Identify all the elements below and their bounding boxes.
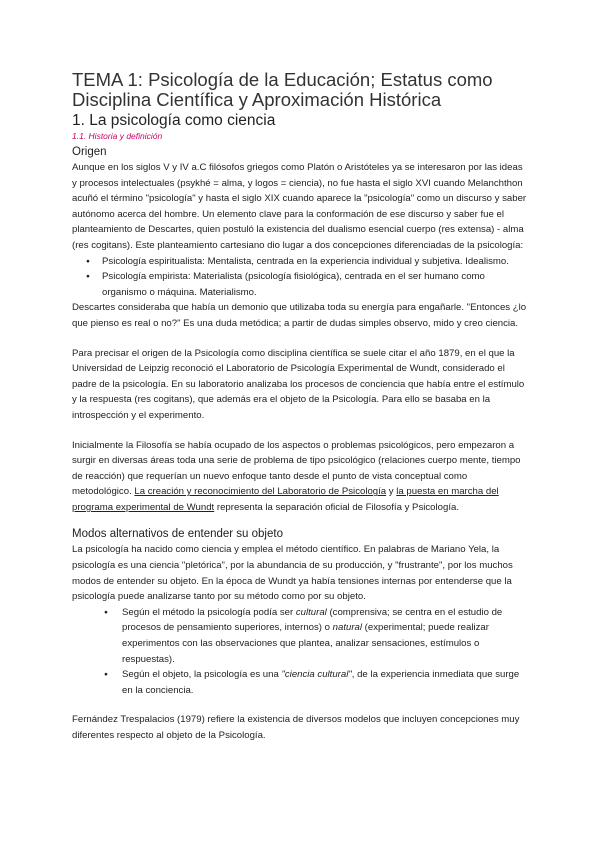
modos-list bbox=[72, 605, 528, 699]
list-text: , de la experiencia inmediata que surge en la conciencia. bbox=[122, 669, 520, 696]
list-item: ● Psicología espiritualista: Mentalista, centrada en la experiencia individual y subjetiva. Idealismo. bbox=[72, 254, 528, 270]
paragraph-text: representa la separación oficial de Filosofía y Psicología. bbox=[214, 501, 459, 513]
title-line-2: Disciplina Científica y Aproximación Histórica bbox=[72, 89, 442, 110]
italic-text: natural bbox=[332, 622, 362, 634]
origen-heading: Origen bbox=[72, 146, 107, 158]
title-line-1: TEMA 1: Psicología de la Educación; Estatus como bbox=[72, 69, 493, 90]
modos-heading: Modos alternativos de entender su objeto bbox=[72, 528, 283, 541]
paragraph-text: y bbox=[386, 486, 397, 498]
italic-text: cultural bbox=[295, 606, 327, 618]
list-item: ● Psicología empirista: Materialista (psicología fisiológica), centrada en el ser humano como organismo o máquina. Materialismo. bbox=[72, 269, 528, 300]
list-text: Según el método la psicología podía ser bbox=[122, 606, 296, 618]
origen-paragraph-4 bbox=[72, 438, 528, 516]
list-item bbox=[72, 667, 528, 698]
italic-text: "ciencia cultural" bbox=[281, 669, 352, 681]
list-text: (comprensiva; se centra en el estudio de procesos de pensamiento superiores, internos) o bbox=[122, 606, 503, 634]
paragraph-text: Inicialmente la Filosofía se había ocupado de los aspectos o problemas psicológicos, pero empezaron a surgir en diversas áreas toda una serie de problema de tipo psicológico (relaciones cuerpo mente, tiempo de reacción) que requerían un nuevo enfoque tanto desde el punto de vista conceptual como metodológico. bbox=[72, 439, 521, 498]
underlined-text: La creación y reconocimiento del Laboratorio de Psicología bbox=[134, 486, 387, 498]
origen-paragraph-2: Descartes consideraba que había un demonio que utilizaba toda su energía para engañarle. "Entonces ¿lo que pienso es real o no?" Es una duda metódica; a partir de dudas simples observo, mido y creo ciencia. bbox=[72, 302, 527, 329]
list-text: Según el objeto, la psicología es una bbox=[122, 669, 282, 681]
modos-paragraph-1: La psicología ha nacido como ciencia y emplea el método científico. En palabras de Mariano Yela, la psicología es una ciencia "pletórica", por la abundancia de su producción, y "frustrante", por los muchos modos de entender su objeto. En la época de Wundt ya había tensiones internas por entenderse que la psicología puede analizarse tanto por su método como por su objeto. bbox=[72, 544, 513, 603]
subsection-heading: 1.1. Historia y definición bbox=[72, 131, 163, 141]
document-title bbox=[72, 70, 528, 110]
origen-paragraph-3: Para precisar el origen de la Psicología como disciplina científica se suele citar el año 1879, en el que la Universidad de Leipzig reconoció el Laboratorio de Psicología Experimental de Wundt, considerado el padre de la psicología. En su laboratorio analizaba los procesos de conciencia que había entre el estímulo y la respuesta (res cogitans), que además era el objeto de la Psicología. Para ello se basaba en la introspección y el experimento. bbox=[72, 347, 525, 421]
list-text: (experimental; puede realizar experimentos con las observaciones que plantea, analizar sensaciones, estímulos o respuestas). bbox=[122, 622, 489, 665]
underlined-text: la puesta en marcha del programa experimental de Wundt bbox=[72, 486, 499, 513]
list-item bbox=[72, 605, 528, 667]
section-heading: 1. La psicología como ciencia bbox=[72, 112, 276, 129]
modos-paragraph-2: Fernández Trespalacios (1979) refiere la existencia de diversos modelos que incluyen concepciones muy diferentes respecto al objeto de la Psicología. bbox=[72, 714, 520, 741]
concepciones-list bbox=[72, 254, 528, 301]
origen-paragraph-1: Aunque en los siglos V y IV a.C filósofos griegos como Platón o Aristóteles ya se interesaron por las ideas y procesos intelectuales (psykhé = alma, y logos = ciencia), no fue hasta el siglo XVI cuando Melanchthon acuñó el término "psicología" y hasta el siglo XIX cuando aparece la "psicología" como un discurso y saber autónomo acerca del hombre. Un elemento clave para la conformación de ese discurso y saber fue el planteamiento de Descartes, quien postuló la existencia del dualismo esencial cuerpo (res extensa) - alma (res cogitans). Este planteamiento cartesiano dio lugar a dos concepciones diferenciadas de la psicología: bbox=[72, 162, 527, 251]
